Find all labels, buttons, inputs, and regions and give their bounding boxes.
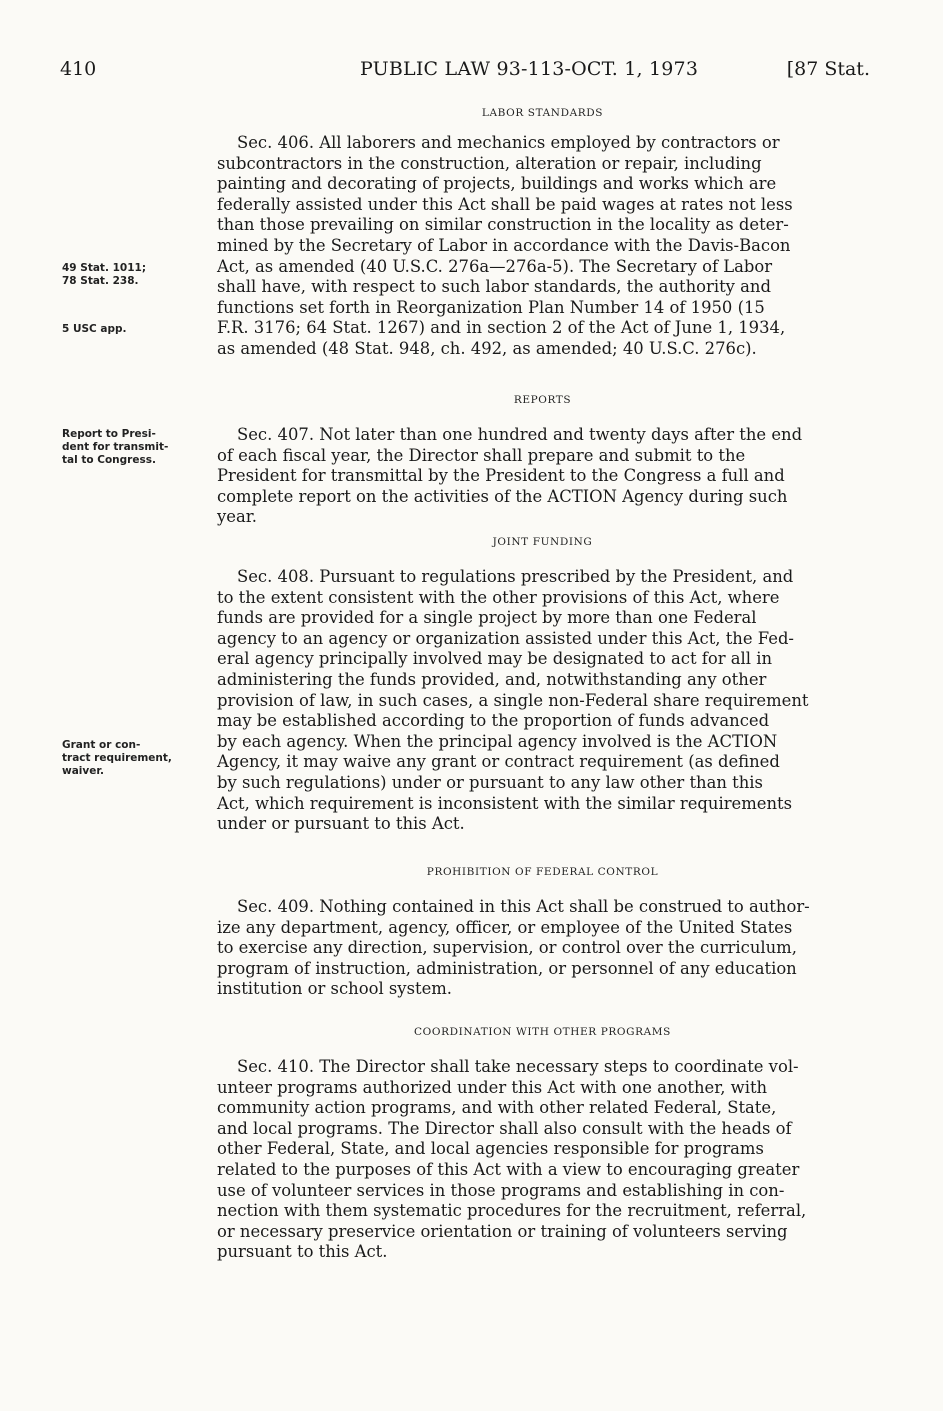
section-heading-coordination: COORDINATION WITH OTHER PROGRAMS: [414, 1026, 671, 1038]
margin-note-report-to-president: Report to Presi- dent for transmit- tal to Congress.: [62, 428, 169, 466]
section-heading-reports: REPORTS: [513, 394, 572, 406]
page-number: 410: [60, 58, 97, 80]
section-heading-labor-standards: LABOR STANDARDS: [481, 107, 604, 119]
margin-note-usc-app: 5 USC app.: [62, 323, 127, 335]
page-header: [60, 58, 870, 84]
section-408-text: Sec. 408. Pursuant to regulations prescribed by the President, and to the extent consistent with the other provisions of this Act, where funds are provided for a single project by more than one Federal agency to an agency or organization assisted under this Act, the Fed- eral agency principally involved may be designated to act for all in administering the funds provided, and, notwithstanding any other provision of law, in such cases, a single non-Federal share requirement may be established according to the proportion of funds advanced by each agency. When the principal agency involved is the ACTION Agency, it may waive any grant or contract requirement (as defined by such regulations) under or pursuant to any law other than this Act, which requirement is inconsistent with the similar requirements under or pursuant to this Act.: [217, 567, 809, 834]
margin-note-grant-waiver: Grant or con- tract requirement, waiver.: [62, 739, 172, 777]
section-heading-federal-control: PROHIBITION OF FEDERAL CONTROL: [426, 866, 659, 878]
section-heading-joint-funding: JOINT FUNDING: [492, 536, 593, 548]
running-title: PUBLIC LAW 93-113-OCT. 1, 1973: [360, 58, 699, 80]
section-410-text: Sec. 410. The Director shall take necessary steps to coordinate vol- unteer programs authorized under this Act with one another, with community action programs, and with other related Federal, State, and local programs. The Director shall also consult with the heads of other Federal, State, and local agencies responsible for programs related to the purposes of this Act with a view to encouraging greater use of volunteer services in those programs and establishing in con- nection with them systematic procedures for the recruitment, referral, or necessary preservice orientation or training of volunteers serving pursuant to this Act.: [217, 1057, 807, 1262]
section-407-text: Sec. 407. Not later than one hundred and twenty days after the end of each fiscal year, the Director shall prepare and submit to the President for transmittal by the President to the Congress a full and complete report on the activities of the ACTION Agency during such year.: [217, 425, 803, 527]
section-406-text: Sec. 406. All laborers and mechanics employed by contractors or subcontractors in the construction, alteration or repair, including painting and decorating of projects, buildings and works which are federally assisted under this Act shall be paid wages at rates not less than those prevailing on similar construction in the locality as deter- mined by the Secretary of Labor in accordance with the Davis-Bacon Act, as amended (40 U.S.C. 276a—276a-5). The Secretary of Labor shall have, with respect to such labor standards, the authority and functions set forth in Reorganization Plan Number 14 of 1950 (15 F.R. 3176; 64 Stat. 1267) and in section 2 of the Act of June 1, 1934, as amended (48 Stat. 948, ch. 492, as amended; 40 U.S.C. 276c).: [217, 133, 793, 358]
margin-note-statute-citation: 49 Stat. 1011; 78 Stat. 238.: [62, 262, 147, 287]
section-409-text: Sec. 409. Nothing contained in this Act shall be construed to author- ize any department, agency, officer, or employee of the United States to exercise any direction, supervision, or control over the curriculum, program of instruction, administration, or personnel of any education institution or school system.: [217, 897, 810, 999]
volume-reference: [87 Stat.: [786, 58, 870, 80]
